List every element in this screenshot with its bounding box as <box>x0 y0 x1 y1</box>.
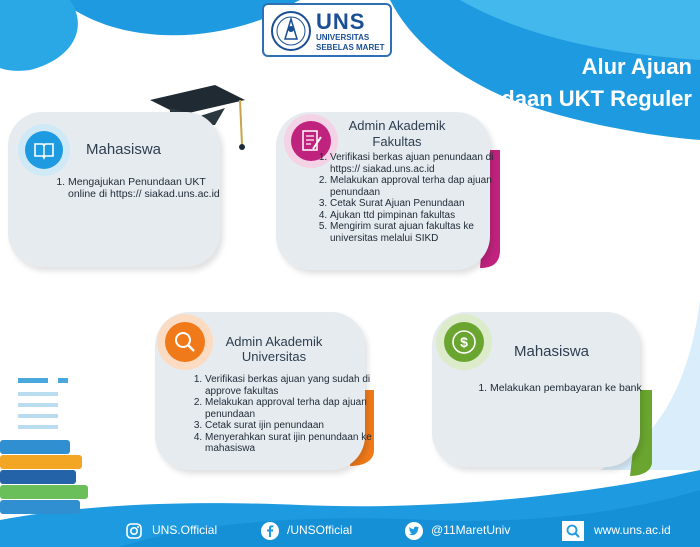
logo-line1: UNIVERSITAS <box>316 33 370 42</box>
instagram-handle[interactable]: UNS.Official <box>152 523 218 537</box>
logo-line2: SEBELAS MARET <box>316 43 385 52</box>
list-item: 5. Mengirim surat ajuan fakultas ke universitas melalui SIKD <box>330 221 502 244</box>
step-items <box>189 374 377 455</box>
book-icon <box>25 131 63 169</box>
step-items <box>474 382 650 394</box>
step-items <box>314 152 502 244</box>
twitter-icon <box>404 521 424 541</box>
step-title: Mahasiswa <box>86 141 162 158</box>
step-card-admin-fakultas <box>276 112 494 270</box>
uns-emblem-icon <box>270 9 312 53</box>
step-title-line2: Universitas <box>241 349 307 364</box>
page-title-line1: Alur Ajuan <box>581 54 692 79</box>
step-title-line1: Admin Akademik <box>225 334 323 349</box>
search-icon <box>165 322 205 362</box>
website-link[interactable]: www.uns.ac.id <box>594 523 671 537</box>
list-item: 1. Verifikasi berkas ajuan penundaan di https:// siakad.uns.ac.id <box>330 152 502 175</box>
dollar-icon <box>444 322 484 362</box>
list-item: 2. Melakukan approval terha dap ajuan penundaan <box>205 397 377 420</box>
list-item: 1. Verifikasi berkas ajuan yang sudah di approve fakultas <box>205 374 377 397</box>
step-card-mahasiswa-payment <box>432 312 640 467</box>
step-title-line2: Fakultas <box>372 134 422 149</box>
step-items <box>52 176 228 200</box>
uns-logo <box>262 3 392 57</box>
instagram-icon <box>125 522 143 540</box>
list-item: 1. Melakukan pembayaran ke bank <box>490 382 650 394</box>
page-title-line2: Penundaan UKT Reguler <box>434 86 692 111</box>
book-stack-icon <box>0 378 88 514</box>
search-web-icon <box>562 521 584 541</box>
step-title: Mahasiswa <box>514 343 590 360</box>
facebook-icon <box>260 521 280 541</box>
svg-text:$: $ <box>460 334 468 350</box>
step-card-admin-universitas <box>155 312 372 470</box>
step-card-mahasiswa <box>8 112 220 267</box>
step-title-line1: Admin Akademik <box>348 118 446 133</box>
facebook-handle[interactable]: /UNSOfficial <box>287 523 353 537</box>
list-item: 2. Melakukan approval terha dap ajuan penundaan <box>330 175 502 198</box>
twitter-handle[interactable]: @11MaretUniv <box>431 523 511 537</box>
list-item: 3. Cetak Surat Ajuan Penundaan <box>330 198 502 210</box>
logo-name: UNS <box>316 9 366 34</box>
list-item: 4. Menyerahkan surat ijin penundaan ke mahasiswa <box>205 432 377 455</box>
list-item: 1. Mengajukan Penundaan UKT online di https:// siakad.uns.ac.id <box>68 176 228 200</box>
list-item: 3. Cetak surat ijin penundaan <box>205 420 377 432</box>
list-item: 4. Ajukan ttd pimpinan fakultas <box>330 210 502 222</box>
